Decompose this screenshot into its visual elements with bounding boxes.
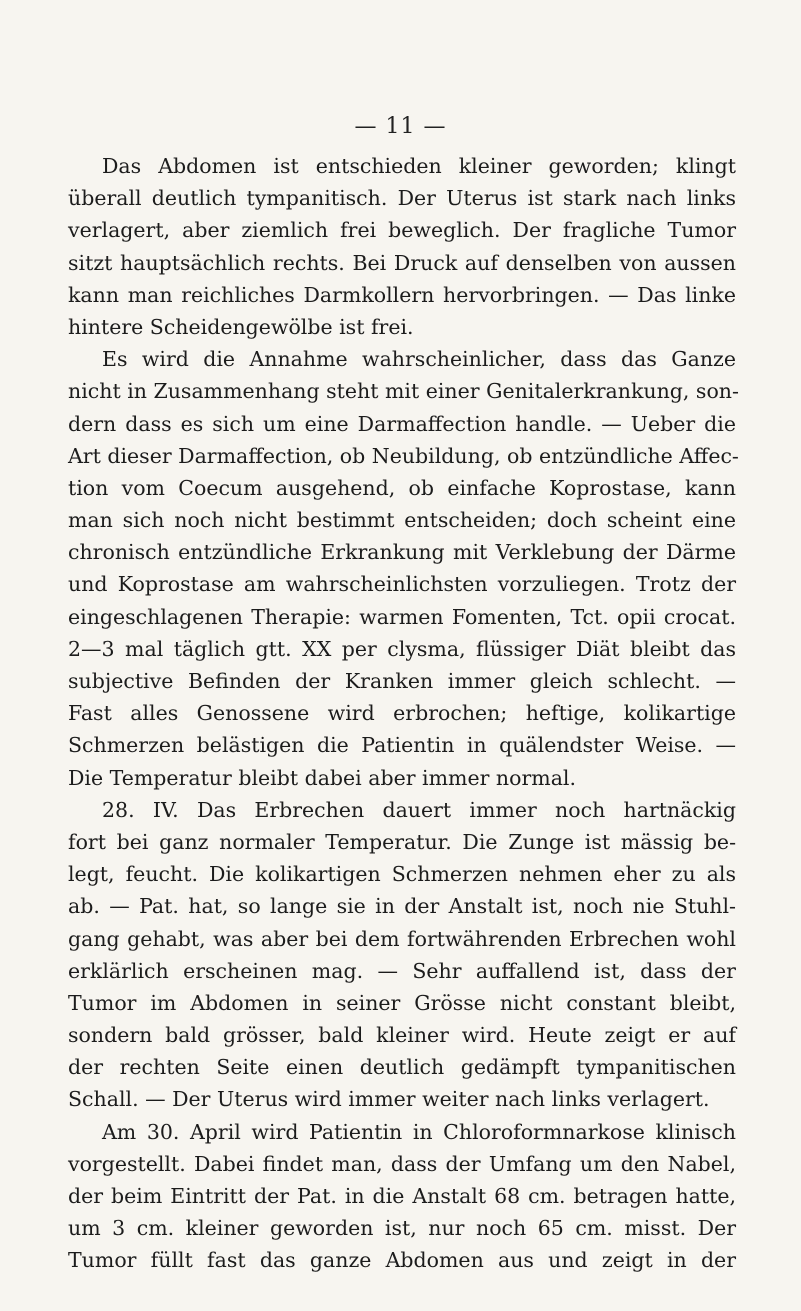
text-line: sitzt hauptsächlich rechts. Bei Druck auf denselben von aussen	[68, 250, 736, 275]
page-number: — 11 —	[354, 114, 447, 139]
text-line: sondern bald grösser, bald kleiner wird. Heute zeigt er auf	[68, 1023, 736, 1048]
text-line: Schmerzen belästigen die Patientin in quälendster Weise. —	[68, 733, 736, 758]
text-line: kann man reichliches Darmkollern hervorbringen. — Das linke	[68, 282, 736, 307]
text-line: nicht in Zusammenhang steht mit einer Genitalerkrankung, son-	[68, 379, 739, 404]
text-line: um 3 cm. kleiner geworden ist, nur noch 65 cm. misst. Der	[68, 1216, 736, 1241]
text-line: fort bei ganz normaler Temperatur. Die Zunge ist mässig be-	[68, 829, 736, 854]
text-line: dern dass es sich um eine Darmaffection handle. — Ueber die	[68, 411, 736, 436]
text-line: erklärlich erscheinen mag. — Sehr auffallend ist, dass der	[68, 958, 736, 983]
text-line: vorgestellt. Dabei findet man, dass der Umfang um den Nabel,	[68, 1151, 736, 1176]
text-line: der rechten Seite einen deutlich gedämpft tympanitischen	[68, 1055, 736, 1080]
text-line: und Koprostase am wahrscheinlichsten vorzuliegen. Trotz der	[68, 572, 736, 597]
text-line: Tumor füllt fast das ganze Abdomen aus und zeigt in der	[68, 1248, 736, 1273]
text-line: Die Temperatur bleibt dabei aber immer normal.	[68, 765, 576, 790]
text-line: Art dieser Darmaffection, ob Neubildung, ob entzündliche Affec-	[68, 443, 739, 468]
text-line: subjective Befinden der Kranken immer gleich schlecht. —	[68, 669, 736, 693]
text-line: hintere Scheidengewölbe ist frei.	[68, 314, 414, 339]
text-line: 2—3 mal täglich gtt. XX per clysma, flüssiger Diät bleibt das	[68, 636, 736, 661]
text-line: Schall. — Der Uterus wird immer weiter nach links verlagert.	[68, 1087, 710, 1112]
text-line: Es wird die Annahme wahrscheinlicher, dass das Ganze	[102, 347, 736, 372]
text-line: 28. IV. Das Erbrechen dauert immer noch hartnäckig	[102, 797, 736, 822]
text-line: tion vom Coecum ausgehend, ob einfache Koprostase, kann	[68, 475, 736, 500]
text-line: der beim Eintritt der Pat. in die Anstalt 68 cm. betragen hatte,	[68, 1184, 736, 1208]
text-line: gang gehabt, was aber bei dem fortwährenden Erbrechen wohl	[68, 926, 736, 951]
text-line: Am 30. April wird Patientin in Chloroformnarkose klinisch	[102, 1119, 736, 1144]
text-line: Fast alles Genossene wird erbrochen; heftige, kolikartige	[68, 701, 736, 726]
text-line: chronisch entzündliche Erkrankung mit Verklebung der Därme	[68, 540, 736, 565]
text-line: eingeschlagenen Therapie: warmen Fomenten, Tct. opii crocat.	[68, 604, 736, 629]
text-line: überall deutlich tympanitisch. Der Uterus ist stark nach links	[68, 186, 736, 211]
text-line: verlagert, aber ziemlich frei beweglich. Der fragliche Tumor	[68, 218, 736, 243]
text-line: legt, feucht. Die kolikartigen Schmerzen nehmen eher zu als	[68, 862, 736, 887]
body-text	[68, 150, 739, 1277]
text-line: Das Abdomen ist entschieden kleiner geworden; klingt	[102, 154, 736, 178]
text-line: ab. — Pat. hat, so lange sie in der Anstalt ist, noch nie Stuhl-	[68, 894, 736, 919]
text-line: Tumor im Abdomen in seiner Grösse nicht constant bleibt,	[68, 990, 736, 1015]
text-line: man sich noch nicht bestimmt entscheiden; doch scheint eine	[68, 508, 736, 533]
